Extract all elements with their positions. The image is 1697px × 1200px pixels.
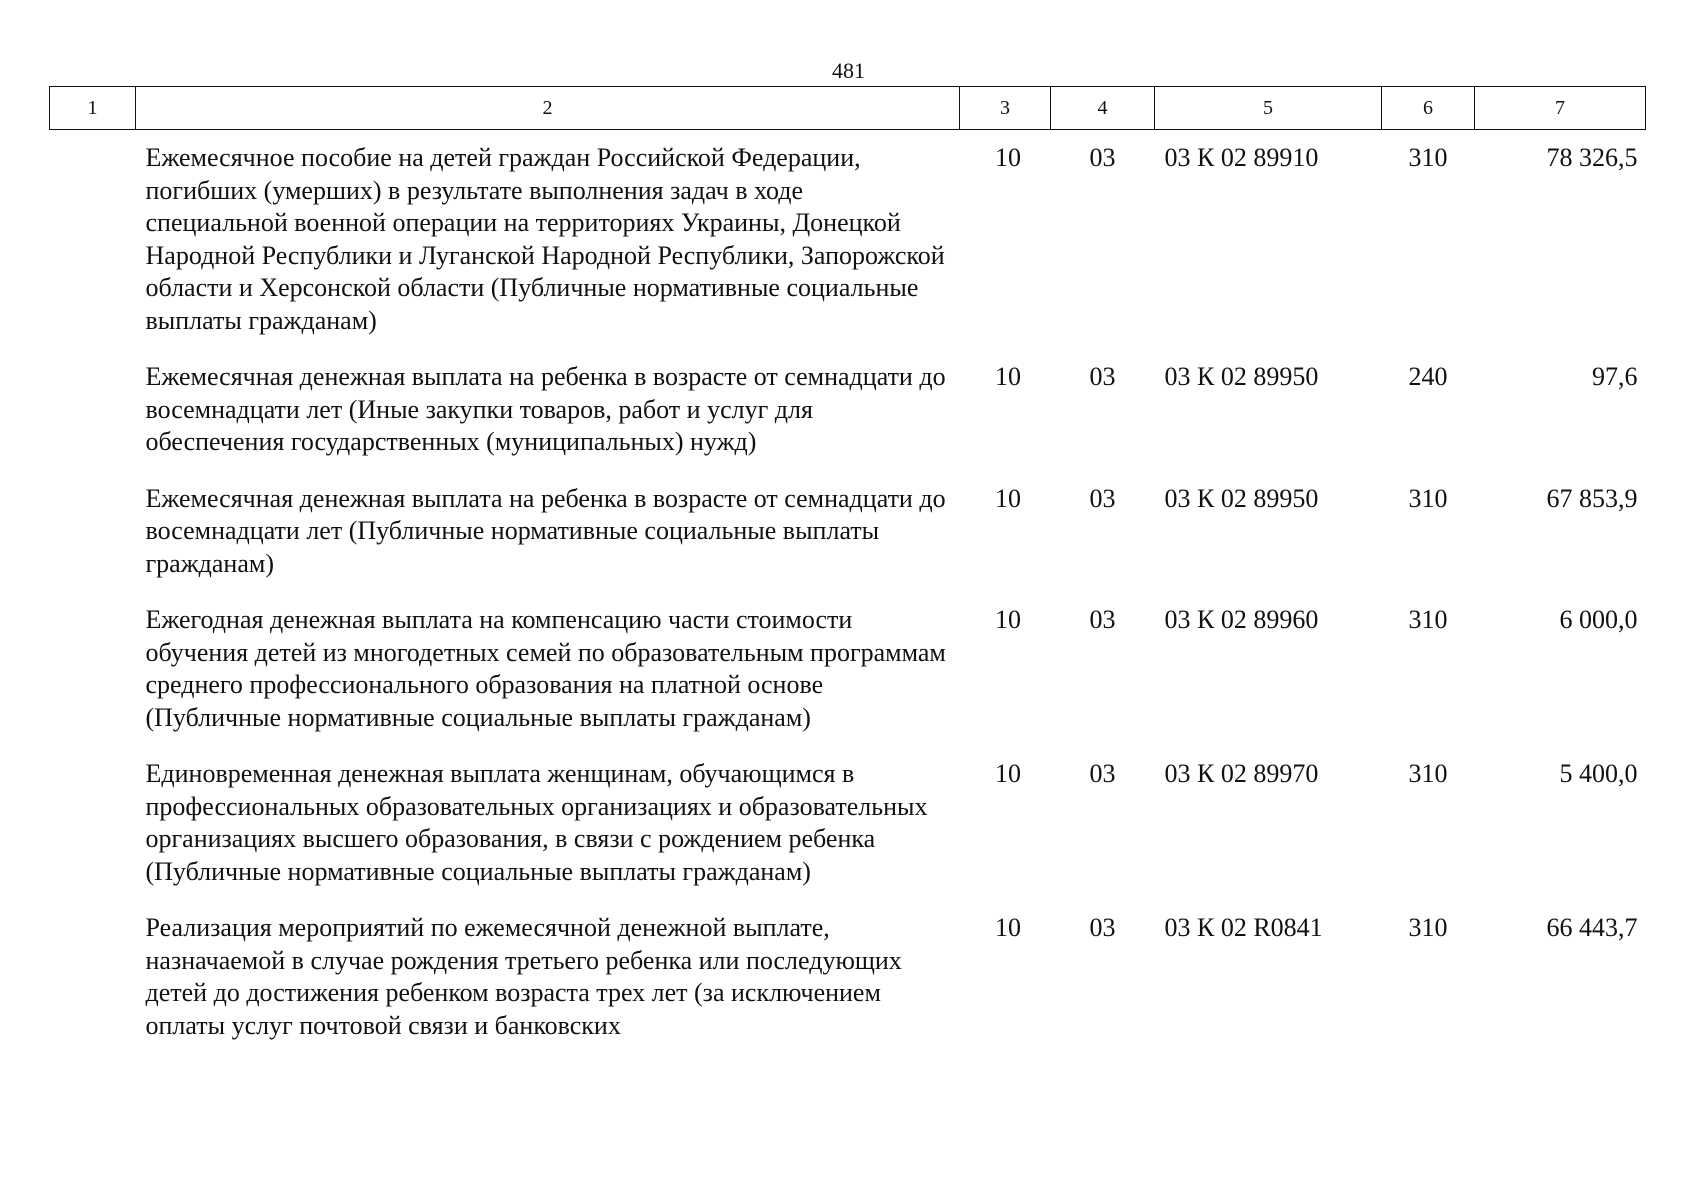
row-number	[50, 351, 136, 473]
row-section: 10	[995, 483, 1021, 513]
row-expense-type: 310	[1408, 605, 1448, 634]
row-subsection: 03	[1089, 913, 1116, 942]
table-row	[50, 351, 1646, 473]
header-col-5: 5	[1155, 87, 1382, 130]
row-name: Ежегодная денежная выплата на компенсацию части стоимости обучения детей из многодетных семей по образовательным программам среднего профессионального образования на платной основе (Публичные нормативные социальные выплаты гражданам)	[145, 605, 946, 732]
row-subsection: 03	[1089, 483, 1116, 513]
row-amount: 67 853,9	[1546, 483, 1638, 513]
row-amount: 5 400,0	[1559, 759, 1638, 788]
row-target-code: 03 К 02 89970	[1164, 759, 1319, 788]
row-expense-type: 310	[1408, 483, 1448, 513]
row-amount: 78 326,5	[1546, 143, 1638, 172]
header-col-4: 4	[1051, 87, 1155, 130]
row-target-code: 03 К 02 89960	[1164, 605, 1319, 634]
row-target-code: 03 К 02 89910	[1164, 143, 1319, 172]
header-row	[50, 87, 1646, 130]
row-subsection: 03	[1089, 605, 1116, 634]
row-amount: 66 443,7	[1546, 913, 1638, 942]
row-expense-type: 310	[1408, 759, 1448, 788]
table-row	[50, 130, 1646, 352]
row-name: Ежемесячное пособие на детей граждан Российской Федерации, погибших (умерших) в результате выполнения задач в ходе специальной военной операции на территориях Украины, Донецкой Народной Республики и Луганской Народной Республики, Запорожской области и Херсонской области (Публичные нормативные социальные выплаты гражданам)	[145, 143, 945, 335]
row-section: 10	[995, 362, 1021, 391]
row-target-code: 03 К 02 89950	[1164, 483, 1319, 513]
row-number	[50, 748, 136, 902]
row-number	[50, 130, 136, 352]
row-number	[50, 473, 136, 595]
row-subsection: 03	[1089, 362, 1116, 391]
header-col-2: 2	[136, 87, 960, 130]
row-target-code: 03 К 02 89950	[1164, 362, 1319, 391]
row-amount: 6 000,0	[1559, 605, 1638, 634]
table-row	[50, 748, 1646, 902]
row-subsection: 03	[1089, 143, 1116, 172]
row-expense-type: 310	[1408, 143, 1448, 172]
row-section: 10	[995, 143, 1021, 172]
row-name: Ежемесячная денежная выплата на ребенка в возрасте от семнадцати до восемнадцати лет (Публичные нормативные социальные выплаты гражданам)	[145, 483, 946, 578]
header-col-1: 1	[50, 87, 136, 130]
table-body	[50, 130, 1646, 1057]
table-header	[50, 87, 1646, 130]
row-name: Ежемесячная денежная выплата на ребенка в возрасте от семнадцати до восемнадцати лет (Иные закупки товаров, работ и услуг для обеспечения государственных (муниципальных) нужд)	[145, 362, 946, 456]
row-number	[50, 594, 136, 748]
row-section: 10	[995, 759, 1021, 788]
table-row	[50, 594, 1646, 748]
row-expense-type: 240	[1408, 362, 1448, 391]
header-col-7: 7	[1475, 87, 1646, 130]
row-number	[50, 902, 136, 1056]
row-section: 10	[995, 605, 1021, 634]
table-row	[50, 902, 1646, 1056]
row-target-code: 03 К 02 R0841	[1164, 913, 1323, 942]
header-col-3: 3	[960, 87, 1051, 130]
row-expense-type: 310	[1408, 913, 1448, 942]
row-subsection: 03	[1089, 759, 1116, 788]
row-section: 10	[995, 913, 1021, 942]
row-amount: 97,6	[1592, 362, 1638, 391]
budget-table	[49, 86, 1646, 1056]
header-col-6: 6	[1382, 87, 1475, 130]
row-name: Реализация мероприятий по ежемесячной денежной выплате, назначаемой в случае рождения третьего ребенка или последующих детей до достижения ребенком возраста трех лет (за исключением оплаты услуг почтовой связи и банковских	[145, 913, 902, 1040]
table-row	[50, 473, 1646, 595]
row-name: Единовременная денежная выплата женщинам, обучающимся в профессиональных образовательных организациях и образовательных организациях высшего образования, в связи с рождением ребенка (Публичные нормативные социальные выплаты гражданам)	[145, 759, 928, 886]
page-number: 481	[832, 58, 865, 83]
